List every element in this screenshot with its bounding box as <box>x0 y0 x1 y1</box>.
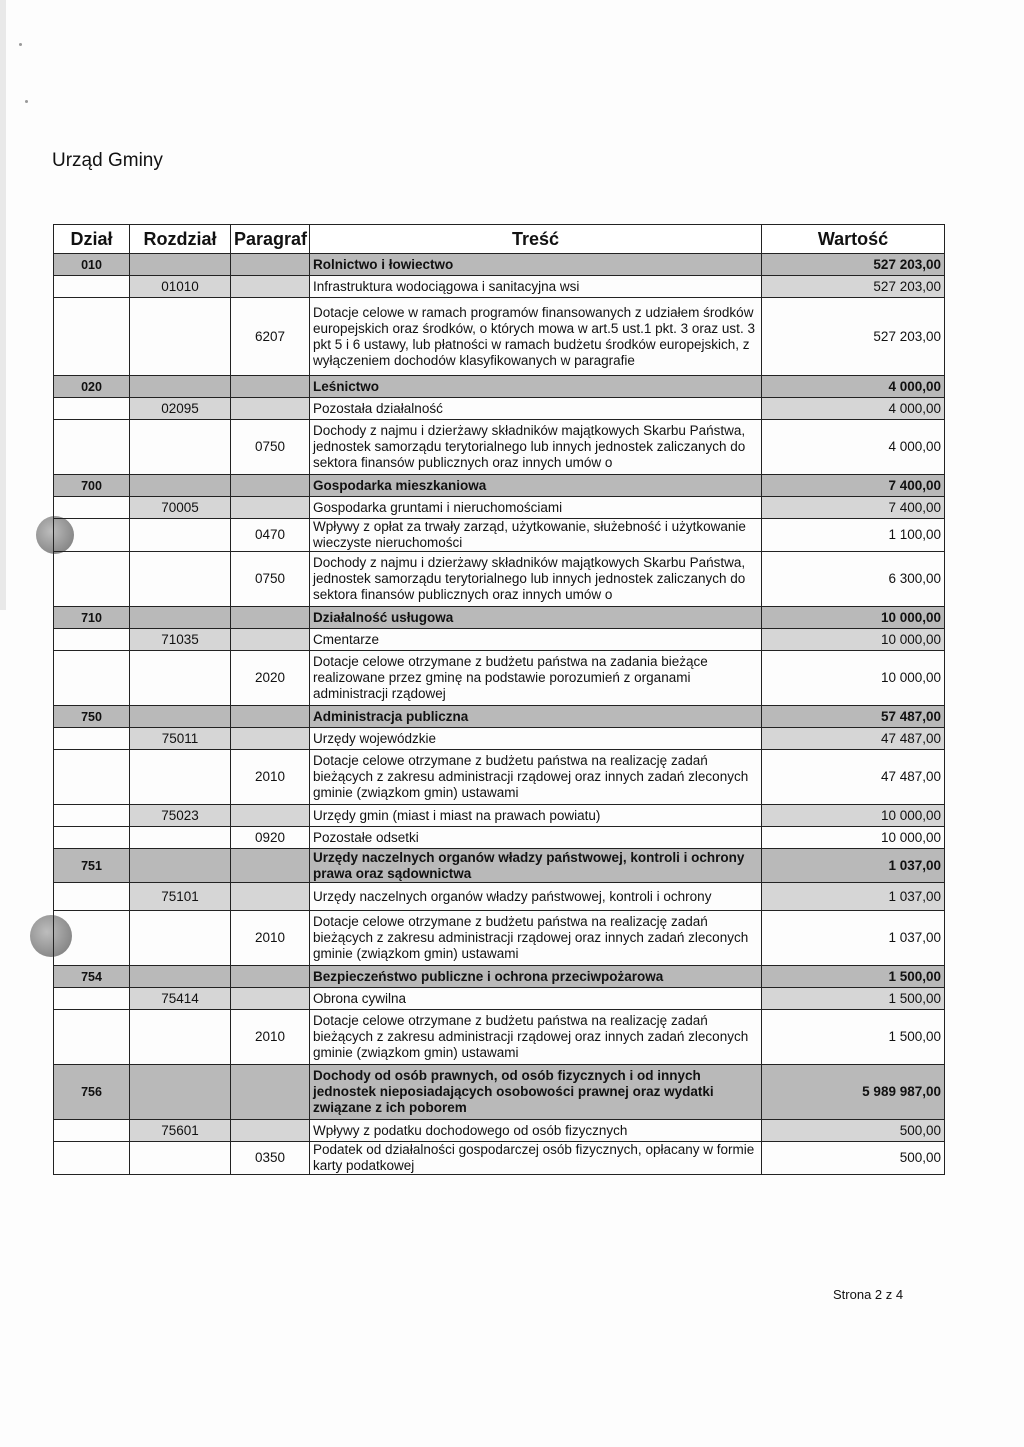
paragraf-cell <box>231 988 310 1010</box>
dzial-cell: 710 <box>54 607 130 629</box>
dzial-cell <box>54 988 130 1010</box>
dzial-cell <box>54 552 130 607</box>
rozdzial-cell <box>130 1142 231 1175</box>
table-row-dzial <box>54 254 945 276</box>
dzial-cell <box>54 629 130 651</box>
paragraf-cell <box>231 398 310 420</box>
scan-speck <box>19 43 22 46</box>
wartosc-cell: 1 037,00 <box>762 883 945 911</box>
table-row-paragraf <box>54 298 945 376</box>
wartosc-cell: 5 989 987,00 <box>762 1065 945 1120</box>
rozdzial-cell <box>130 911 231 966</box>
rozdzial-cell: 75101 <box>130 883 231 911</box>
rozdzial-cell: 71035 <box>130 629 231 651</box>
tresc-cell: Gospodarka gruntami i nieruchomościami <box>310 497 762 519</box>
rozdzial-cell <box>130 750 231 805</box>
tresc-cell: Cmentarze <box>310 629 762 651</box>
dzial-cell: 700 <box>54 475 130 497</box>
tresc-cell: Urzędy gmin (miast i miast na prawach powiatu) <box>310 805 762 827</box>
dzial-cell <box>54 728 130 750</box>
dzial-cell <box>54 497 130 519</box>
table-row-rozdzial <box>54 805 945 827</box>
tresc-cell: Dotacje celowe otrzymane z budżetu państwa na realizację zadań bieżących z zakresu administracji rządowej oraz innych zadań zleconych gminie (związkom gmin) ustawami <box>310 750 762 805</box>
col-header-tresc: Treść <box>310 225 762 254</box>
dzial-cell <box>54 298 130 376</box>
paragraf-cell <box>231 254 310 276</box>
rozdzial-cell <box>130 254 231 276</box>
dzial-cell <box>54 1120 130 1142</box>
tresc-cell: Dotacje celowe otrzymane z budżetu państwa na zadania bieżące realizowane przez gminę na podstawie porozumień z organami administracji rządowej <box>310 651 762 706</box>
wartosc-cell: 57 487,00 <box>762 706 945 728</box>
rozdzial-cell <box>130 966 231 988</box>
table-row-rozdzial <box>54 629 945 651</box>
paragraf-cell <box>231 607 310 629</box>
table-row-dzial <box>54 607 945 629</box>
table-row-dzial <box>54 376 945 398</box>
wartosc-cell: 1 100,00 <box>762 519 945 552</box>
tresc-cell: Urzędy naczelnych organów władzy państwowej, kontroli i ochrony prawa oraz sądownictwa <box>310 849 762 883</box>
table-row-dzial <box>54 849 945 883</box>
rozdzial-cell <box>130 1010 231 1065</box>
wartosc-cell: 1 037,00 <box>762 849 945 883</box>
dzial-cell: 010 <box>54 254 130 276</box>
dzial-cell <box>54 911 130 966</box>
paragraf-cell <box>231 629 310 651</box>
tresc-cell: Leśnictwo <box>310 376 762 398</box>
tresc-cell: Dochody od osób prawnych, od osób fizycznych i od innych jednostek nieposiadających osobowości prawnej oraz wydatki związane z ich poborem <box>310 1065 762 1120</box>
paragraf-cell: 2020 <box>231 651 310 706</box>
tresc-cell: Administracja publiczna <box>310 706 762 728</box>
table-row-rozdzial <box>54 276 945 298</box>
paragraf-cell: 0470 <box>231 519 310 552</box>
paragraf-cell <box>231 475 310 497</box>
table-row-dzial <box>54 706 945 728</box>
wartosc-cell: 47 487,00 <box>762 750 945 805</box>
table-row-paragraf <box>54 911 945 966</box>
rozdzial-cell <box>130 420 231 475</box>
wartosc-cell: 4 000,00 <box>762 376 945 398</box>
rozdzial-cell: 75601 <box>130 1120 231 1142</box>
table-row-rozdzial <box>54 497 945 519</box>
wartosc-cell: 500,00 <box>762 1120 945 1142</box>
dzial-cell <box>54 883 130 911</box>
table-header-row <box>54 225 945 254</box>
rozdzial-cell <box>130 1065 231 1120</box>
dzial-cell <box>54 398 130 420</box>
rozdzial-cell: 01010 <box>130 276 231 298</box>
table-row-rozdzial <box>54 883 945 911</box>
paragraf-cell <box>231 706 310 728</box>
table-row-paragraf <box>54 1010 945 1065</box>
tresc-cell: Dochody z najmu i dzierżawy składników majątkowych Skarbu Państwa, jednostek samorządu terytorialnego lub innych jednostek zaliczanych do sektora finansów publicznych oraz innych umów o <box>310 420 762 475</box>
dzial-cell <box>54 750 130 805</box>
tresc-cell: Pozostała działalność <box>310 398 762 420</box>
paragraf-cell: 0750 <box>231 420 310 475</box>
dzial-cell <box>54 651 130 706</box>
rozdzial-cell <box>130 607 231 629</box>
budget-table <box>53 224 945 1175</box>
tresc-cell: Wpływy z opłat za trwały zarząd, użytkowanie, służebność i użytkowanie wieczyste nieruchomości <box>310 519 762 552</box>
table-row-paragraf <box>54 552 945 607</box>
paragraf-cell <box>231 966 310 988</box>
tresc-cell: Dotacje celowe otrzymane z budżetu państwa na realizację zadań bieżących z zakresu administracji rządowej oraz innych zadań zleconych gminie (związkom gmin) ustawami <box>310 1010 762 1065</box>
dzial-cell <box>54 519 130 552</box>
dzial-cell <box>54 827 130 849</box>
dzial-cell <box>54 420 130 475</box>
table-row-paragraf <box>54 651 945 706</box>
table-row-dzial <box>54 966 945 988</box>
col-header-wartosc: Wartość <box>762 225 945 254</box>
scan-left-edge <box>0 0 6 610</box>
table-row-rozdzial <box>54 728 945 750</box>
tresc-cell: Dotacje celowe otrzymane z budżetu państwa na realizację zadań bieżących z zakresu administracji rządowej oraz innych zadań zleconych gminie (związkom gmin) ustawami <box>310 911 762 966</box>
rozdzial-cell: 75011 <box>130 728 231 750</box>
paragraf-cell: 0350 <box>231 1142 310 1175</box>
dzial-cell: 754 <box>54 966 130 988</box>
table-row-rozdzial <box>54 1120 945 1142</box>
tresc-cell: Urzędy wojewódzkie <box>310 728 762 750</box>
wartosc-cell: 1 500,00 <box>762 988 945 1010</box>
wartosc-cell: 7 400,00 <box>762 475 945 497</box>
wartosc-cell: 1 500,00 <box>762 966 945 988</box>
dzial-cell <box>54 805 130 827</box>
paragraf-cell <box>231 276 310 298</box>
office-name: Urząd Gminy <box>52 150 163 171</box>
dzial-cell: 020 <box>54 376 130 398</box>
wartosc-cell: 10 000,00 <box>762 607 945 629</box>
rozdzial-cell: 02095 <box>130 398 231 420</box>
table-row-paragraf <box>54 420 945 475</box>
wartosc-cell: 4 000,00 <box>762 398 945 420</box>
wartosc-cell: 7 400,00 <box>762 497 945 519</box>
paragraf-cell <box>231 883 310 911</box>
table-row-dzial <box>54 1065 945 1120</box>
table-row-paragraf <box>54 519 945 552</box>
rozdzial-cell: 75023 <box>130 805 231 827</box>
tresc-cell: Rolnictwo i łowiectwo <box>310 254 762 276</box>
rozdzial-cell: 70005 <box>130 497 231 519</box>
paragraf-cell: 2010 <box>231 750 310 805</box>
rozdzial-cell: 75414 <box>130 988 231 1010</box>
tresc-cell: Podatek od działalności gospodarczej osób fizycznych, opłacany w formie karty podatkowej <box>310 1142 762 1175</box>
paragraf-cell: 0750 <box>231 552 310 607</box>
paragraf-cell: 2010 <box>231 1010 310 1065</box>
wartosc-cell: 10 000,00 <box>762 651 945 706</box>
rozdzial-cell <box>130 519 231 552</box>
paragraf-cell: 0920 <box>231 827 310 849</box>
rozdzial-cell <box>130 706 231 728</box>
wartosc-cell: 4 000,00 <box>762 420 945 475</box>
wartosc-cell: 10 000,00 <box>762 827 945 849</box>
tresc-cell: Gospodarka mieszkaniowa <box>310 475 762 497</box>
col-header-paragraf: Paragraf <box>231 225 310 254</box>
wartosc-cell: 500,00 <box>762 1142 945 1175</box>
col-header-dzial: Dział <box>54 225 130 254</box>
rozdzial-cell <box>130 376 231 398</box>
wartosc-cell: 1 037,00 <box>762 911 945 966</box>
dzial-cell <box>54 1142 130 1175</box>
wartosc-cell: 47 487,00 <box>762 728 945 750</box>
paragraf-cell <box>231 497 310 519</box>
table-row-paragraf <box>54 1142 945 1175</box>
rozdzial-cell <box>130 651 231 706</box>
rozdzial-cell <box>130 552 231 607</box>
dzial-cell <box>54 276 130 298</box>
paragraf-cell <box>231 1065 310 1120</box>
dzial-cell <box>54 1010 130 1065</box>
dzial-cell: 756 <box>54 1065 130 1120</box>
paragraf-cell <box>231 376 310 398</box>
rozdzial-cell <box>130 849 231 883</box>
tresc-cell: Dotacje celowe w ramach programów finansowanych z udziałem środków europejskich oraz środków, o których mowa w art.5 ust.1 pkt. 3 oraz ust. 3 pkt 5 i 6 ustawy, lub płatności w ramach budżetu środków europejskich, z wyłączeniem dochodów klasyfikowanych w paragrafie <box>310 298 762 376</box>
table-row-rozdzial <box>54 988 945 1010</box>
wartosc-cell: 527 203,00 <box>762 276 945 298</box>
tresc-cell: Działalność usługowa <box>310 607 762 629</box>
paragraf-cell <box>231 728 310 750</box>
dzial-cell: 750 <box>54 706 130 728</box>
dzial-cell: 751 <box>54 849 130 883</box>
page-number: Strona 2 z 4 <box>833 1287 904 1302</box>
tresc-cell: Urzędy naczelnych organów władzy państwowej, kontroli i ochrony <box>310 883 762 911</box>
rozdzial-cell <box>130 298 231 376</box>
table-body <box>54 254 945 1175</box>
table-row-dzial <box>54 475 945 497</box>
wartosc-cell: 527 203,00 <box>762 254 945 276</box>
scan-speck <box>25 100 28 103</box>
paragraf-cell <box>231 1120 310 1142</box>
table-row-paragraf <box>54 827 945 849</box>
paragraf-cell: 6207 <box>231 298 310 376</box>
table-row-paragraf <box>54 750 945 805</box>
tresc-cell: Infrastruktura wodociągowa i sanitacyjna wsi <box>310 276 762 298</box>
rozdzial-cell <box>130 475 231 497</box>
tresc-cell: Bezpieczeństwo publiczne i ochrona przeciwpożarowa <box>310 966 762 988</box>
wartosc-cell: 6 300,00 <box>762 552 945 607</box>
col-header-rozdzial: Rozdział <box>130 225 231 254</box>
wartosc-cell: 1 500,00 <box>762 1010 945 1065</box>
tresc-cell: Pozostałe odsetki <box>310 827 762 849</box>
paragraf-cell <box>231 805 310 827</box>
paragraf-cell: 2010 <box>231 911 310 966</box>
wartosc-cell: 10 000,00 <box>762 805 945 827</box>
paragraf-cell <box>231 849 310 883</box>
tresc-cell: Wpływy z podatku dochodowego od osób fizycznych <box>310 1120 762 1142</box>
tresc-cell: Obrona cywilna <box>310 988 762 1010</box>
tresc-cell: Dochody z najmu i dzierżawy składników majątkowych Skarbu Państwa, jednostek samorządu terytorialnego lub innych jednostek zaliczanych do sektora finansów publicznych oraz innych umów o <box>310 552 762 607</box>
rozdzial-cell <box>130 827 231 849</box>
wartosc-cell: 10 000,00 <box>762 629 945 651</box>
wartosc-cell: 527 203,00 <box>762 298 945 376</box>
table-row-rozdzial <box>54 398 945 420</box>
